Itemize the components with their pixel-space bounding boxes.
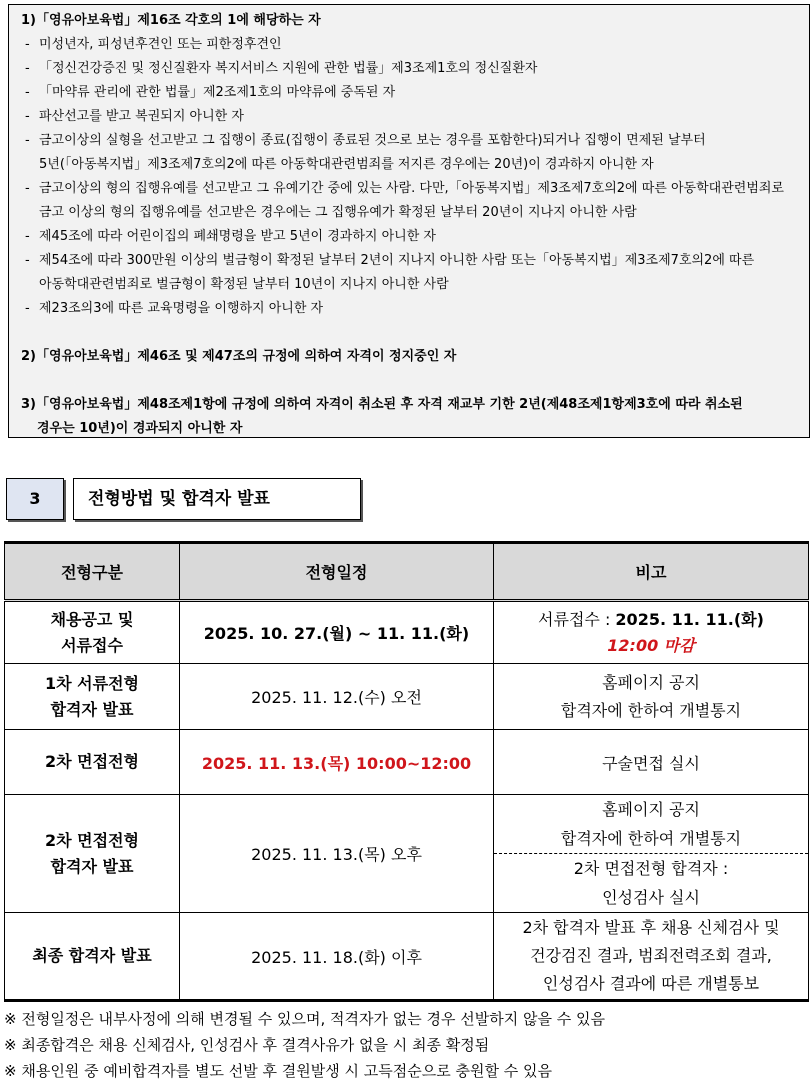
list-item: - 금고이상의 실형을 선고받고 그 집행이 종료(집행이 종료된 것으로 보는 경우를 포함한다)되거나 집행이 면제된 날부터 <box>25 133 706 148</box>
row-note: 2차 합격자 발표 후 채용 신체검사 및 건강검진 결과, 범죄전력조회 결과, 인성검사 결과에 따른 개별통보 <box>494 913 809 1001</box>
row-category: 2차 면접전형 <box>5 730 180 795</box>
list-item: - 파산선고를 받고 복권되지 아니한 자 <box>25 109 244 124</box>
table-row <box>5 601 809 664</box>
disqualification-box <box>8 4 810 438</box>
list-item-continuation: 아동학대관련범죄로 벌금형이 확정된 날부터 10년이 지나지 아니한 사람 <box>39 277 449 292</box>
item3-continuation: 경우는 10년)이 경과되지 아니한 자 <box>37 421 243 436</box>
list-item: - 제23조의3에 따른 교육명령을 이행하지 아니한 자 <box>25 301 324 316</box>
row-category: 최종 합격자 발표 <box>5 913 180 1001</box>
schedule-table <box>4 541 809 1002</box>
row-schedule: 2025. 10. 27.(월) ~ 11. 11.(화) <box>180 601 494 664</box>
list-item-continuation: 금고 이상의 형의 집행유예를 선고받은 경우에는 그 집행유예가 확정된 날부터 20년이 지나지 아니한 사람 <box>39 205 637 220</box>
item2-title: 2)「영유아보육법」제46조 및 제47조의 규정에 의하여 자격이 정지중인 자 <box>21 349 457 364</box>
header-note: 비고 <box>494 543 809 601</box>
table-row <box>5 664 809 730</box>
header-category: 전형구분 <box>5 543 180 601</box>
footnote: ※ 채용인원 중 예비합격자를 별도 선발 후 결원발생 시 고득점순으로 충원할 수 있음 <box>4 1062 552 1080</box>
header-schedule: 전형일정 <box>180 543 494 601</box>
row-schedule: 2025. 11. 12.(수) 오전 <box>180 664 494 730</box>
footnote: ※ 전형일정은 내부사정에 의해 변경될 수 있으며, 적격자가 없는 경우 선발하지 않을 수 있음 <box>4 1010 605 1028</box>
list-item: - 금고이상의 형의 집행유예를 선고받고 그 유예기간 중에 있는 사람. 다만,「아동복지법」제3조제7호의2에 따른 아동학대관련범죄로 <box>25 181 784 196</box>
row-note: 서류접수 : 2025. 11. 11.(화) 12:00 마감 <box>494 601 809 664</box>
footnote: ※ 최종합격은 채용 신체검사, 인성검사 후 결격사유가 없을 시 최종 확정됨 <box>4 1036 490 1054</box>
table-row <box>5 730 809 795</box>
row-note: 구술면접 실시 <box>494 730 809 795</box>
note-bottom: 2차 면접전형 합격자 : 인성검사 실시 <box>573 859 729 907</box>
list-item: - 제54조에 따라 300만원 이상의 벌금형이 확정된 날부터 2년이 지나지 아니한 사람 또는「아동복지법」제3조제7호의2에 따른 <box>25 253 755 268</box>
footnotes <box>4 1006 808 1084</box>
list-item-continuation: 5년(「아동복지법」제3조제7호의2에 따른 아동학대관련범죄를 저지른 경우에는 20년)이 경과하지 아니한 자 <box>39 157 654 172</box>
table-row <box>5 795 809 913</box>
row-schedule: 2025. 11. 13.(목) 10:00~12:00 <box>180 730 494 795</box>
row-category: 채용공고 및 서류접수 <box>5 601 180 664</box>
list-item: - 「정신건강증진 및 정신질환자 복지서비스 지원에 관한 법률」제3조제1호의 정신질환자 <box>25 61 538 76</box>
list-item: - 미성년자, 피성년후견인 또는 피한정후견인 <box>25 37 282 52</box>
deadline-text: 12:00 마감 <box>607 635 695 655</box>
row-schedule: 2025. 11. 18.(화) 이후 <box>180 913 494 1001</box>
note-top: 홈페이지 공지 합격자에 한하여 개별통지 <box>494 795 808 854</box>
table-header-row <box>5 543 809 601</box>
row-category: 2차 면접전형 합격자 발표 <box>5 795 180 913</box>
section-number: 3 <box>6 478 64 520</box>
row-note: 홈페이지 공지 합격자에 한하여 개별통지 <box>494 664 809 730</box>
table-row <box>5 913 809 1001</box>
row-note <box>494 795 809 913</box>
item3-title: 3)「영유아보육법」제48조제1항에 규정에 의하여 자격이 취소된 후 자격 재교부 기한 2년(제48조제1항제3호에 따라 취소된 <box>21 397 743 412</box>
row-schedule: 2025. 11. 13.(목) 오후 <box>180 795 494 913</box>
list-item: - 「마약류 관리에 관한 법률」제2조제1호의 마약류에 중독된 자 <box>25 85 396 100</box>
list-item: - 제45조에 따라 어린이집의 폐쇄명령을 받고 5년이 경과하지 아니한 자 <box>25 229 436 244</box>
row-category: 1차 서류전형 합격자 발표 <box>5 664 180 730</box>
section-title: 전형방법 및 합격자 발표 <box>73 478 361 520</box>
item1-title: 1)「영유아보육법」제16조 각호의 1에 해당하는 자 <box>21 13 321 28</box>
